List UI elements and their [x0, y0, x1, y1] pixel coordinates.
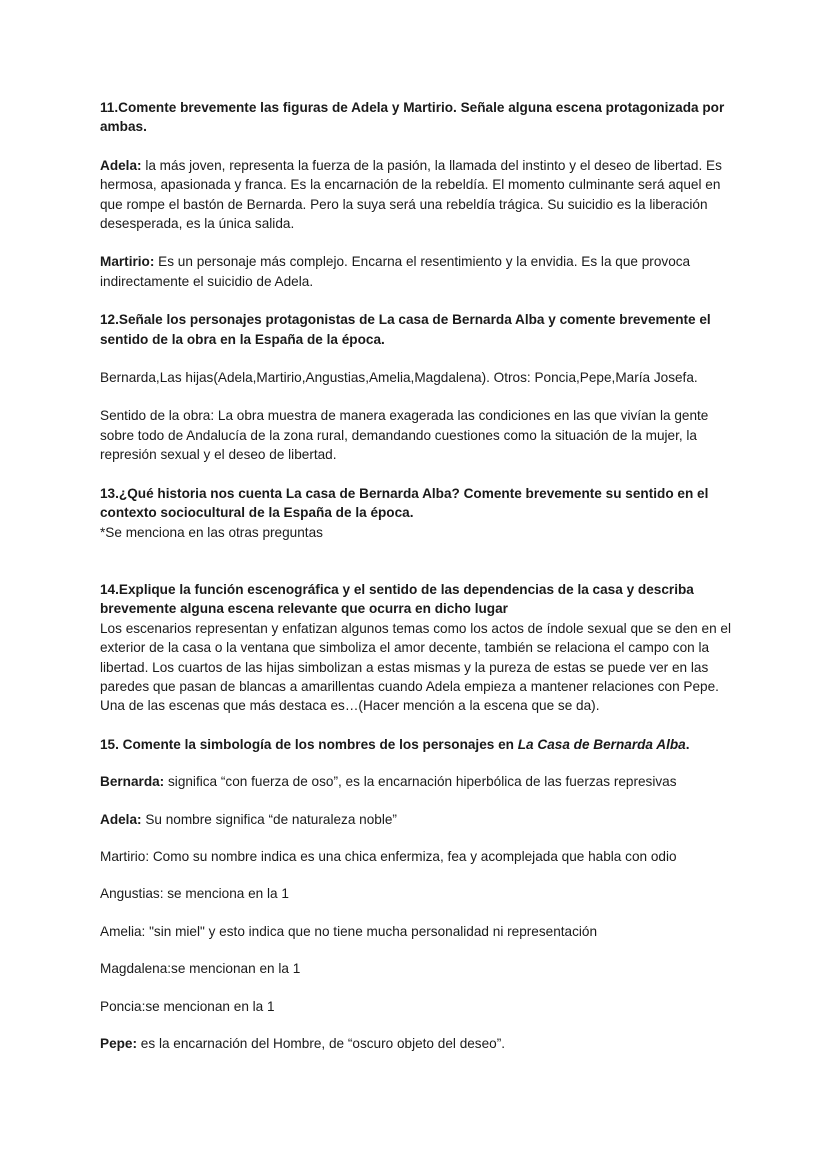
answer-15-martirio: Martirio: Como su nombre indica es una chica enfermiza, fea y acomplejada que habla con odio [100, 848, 677, 864]
question-15-title [100, 735, 732, 754]
question-11-title: 11.Comente brevemente las figuras de Adela y Martirio. Señale alguna escena protagonizada por ambas. [100, 100, 725, 135]
answer-15-bernarda [100, 772, 732, 791]
text-adela: la más joven, representa la fuerza de la pasión, la llamada del instinto y el deseo de libertad. Es hermosa, apasionada y franca. Es la encarnación de la rebeldía. El momento culminante será aquel en que rompe el bastón de Bernarda. Pero la suya será una rebeldía trágica. Su suicidio es la liberación desesperada, es la única salida. [100, 157, 722, 232]
label-martirio: Martirio: [100, 254, 155, 270]
answer-15-pepe [100, 1034, 732, 1053]
question-14-title: 14.Explique la función escenográfica y el sentido de las dependencias de la casa y describa brevemente alguna escena relevante que ocurra en dicho lugar [100, 581, 694, 617]
text-adela-15: Su nombre significa “de naturaleza noble” [141, 811, 397, 827]
question-12-title: 12.Señale los personajes protagonistas de La casa de Bernarda Alba y comente brevemente el sentido de la obra en la España de la época. [100, 312, 711, 347]
label-bernarda: Bernarda: [100, 774, 165, 790]
answer-13-note: *Se menciona en las otras preguntas [100, 524, 323, 540]
text-bernarda: significa “con fuerza de oso”, es la encarnación hiperbólica de las fuerzas represivas [164, 774, 677, 790]
answer-15-angustias: Angustias: se menciona en la 1 [100, 886, 289, 902]
text-pepe: es la encarnación del Hombre, de “oscuro objeto del deseo”. [137, 1036, 506, 1051]
question-15-title-prefix: 15. Comente la simbología de los nombres de los personajes en [100, 736, 518, 752]
answer-11-martirio [100, 252, 732, 291]
answer-14: Los escenarios representan y enfatizan algunos temas como los actos de índole sexual que se den en el exterior de la casa o la ventana que simboliza el amor decente, también se relaciona el campo con la libertad. Los cuartos de las hijas simbolizan a estas mismas y la pureza de estas se puede ver en las paredes que pasan de blancas a amarillentas cuando Adela empieza a mantener relaciones con Pepe. Una de las escenas que más destaca es…(Hacer mención a la escena que se da). [100, 620, 731, 714]
answer-15-amelia: Amelia: "sin miel" y esto indica que no tiene mucha personalidad ni representación [100, 923, 598, 939]
label-pepe: Pepe: [100, 1036, 138, 1051]
answer-15-magdalena: Magdalena:se mencionan en la 1 [100, 961, 301, 977]
answer-15-poncia: Poncia:se mencionan en la 1 [100, 998, 275, 1014]
label-adela: Adela: [100, 157, 142, 173]
question-15-title-suffix: . [685, 736, 690, 752]
answer-12-sense: Sentido de la obra: La obra muestra de manera exagerada las condiciones en las que vivían la gente sobre todo de Andalucía de la zona rural, demandando cuestiones como la situación de la mujer, la represión sexual y el deseo de libertad. [100, 408, 709, 463]
label-adela-15: Adela: [100, 811, 142, 827]
answer-12-characters: Bernarda,Las hijas(Adela,Martirio,Angustias,Amelia,Magdalena). Otros: Poncia,Pepe,María Josefa. [100, 370, 698, 386]
question-13-title: 13.¿Qué historia nos cuenta La casa de Bernarda Alba? Comente brevemente su sentido en el contexto sociocultural de la España de la época. [100, 485, 709, 521]
text-martirio: Es un personaje más complejo. Encarna el resentimiento y la envidia. Es la que provoca indirectamente el suicidio de Adela. [100, 254, 691, 289]
answer-15-adela [100, 810, 732, 829]
answer-11-adela [100, 156, 732, 234]
question-15-title-italic: La Casa de Bernarda Alba [517, 736, 686, 752]
